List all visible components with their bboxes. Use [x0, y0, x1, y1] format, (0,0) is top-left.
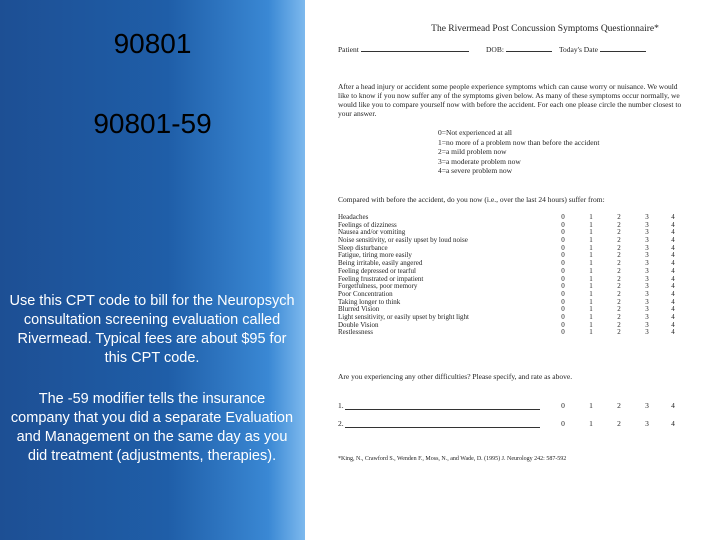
symptom-label: Poor Concentration	[338, 290, 393, 298]
rating-option[interactable]: 0	[561, 328, 565, 337]
rating-option[interactable]: 0	[561, 305, 565, 314]
rating-option[interactable]: 1	[589, 251, 593, 260]
rating-option[interactable]: 3	[645, 305, 649, 314]
rating-option[interactable]: 3	[645, 236, 649, 245]
rating-option[interactable]: 4	[671, 243, 675, 252]
rating-option[interactable]: 2	[617, 289, 621, 298]
symptom-row	[338, 314, 698, 322]
symptom-row	[338, 268, 698, 276]
rating-option[interactable]: 0	[561, 274, 565, 283]
rating-option[interactable]: 2	[617, 251, 621, 260]
rating-option[interactable]: 1	[589, 289, 593, 298]
rating-option[interactable]: 0	[561, 419, 565, 428]
symptom-row	[338, 245, 698, 253]
rating-option[interactable]: 3	[645, 259, 649, 268]
rating-option[interactable]: 0	[561, 297, 565, 306]
other-row-number: 1.	[338, 401, 344, 410]
rating-option[interactable]: 0	[561, 228, 565, 237]
symptom-label: Feeling frustrated or impatient	[338, 275, 424, 283]
date-field	[559, 44, 646, 54]
scale-item: 0=Not experienced at all	[438, 128, 512, 137]
symptom-row	[338, 229, 698, 237]
symptom-row	[338, 291, 698, 299]
rating-option[interactable]: 2	[617, 259, 621, 268]
other-difficulty-row	[338, 419, 698, 429]
scale-item: 3=a moderate problem now	[438, 156, 521, 166]
symptom-row	[338, 276, 698, 284]
rating-option[interactable]: 3	[645, 401, 649, 410]
rating-option[interactable]: 1	[589, 220, 593, 229]
cpt-code: 90801	[113, 28, 192, 59]
date-label: Today's Date	[559, 45, 598, 54]
rating-option[interactable]: 2	[617, 320, 621, 329]
symptom-label: Feeling depressed or tearful	[338, 267, 416, 275]
rating-option[interactable]: 0	[561, 282, 565, 291]
rating-option[interactable]: 1	[589, 274, 593, 283]
rating-option[interactable]: 4	[671, 419, 675, 428]
rating-option[interactable]: 1	[589, 320, 593, 329]
rating-option[interactable]: 4	[671, 289, 675, 298]
symptom-label: Forgetfulness, poor memory	[338, 283, 418, 291]
rating-option[interactable]: 2	[617, 266, 621, 275]
rating-option[interactable]: 4	[671, 320, 675, 329]
rating-option[interactable]: 2	[617, 220, 621, 229]
rating-option[interactable]: 4	[671, 401, 675, 410]
rating-option[interactable]: 4	[671, 328, 675, 337]
symptom-label: Fatigue, tiring more easily	[338, 252, 412, 260]
rating-option[interactable]: 0	[561, 236, 565, 245]
rating-option[interactable]: 1	[589, 401, 593, 410]
patient-line	[361, 44, 469, 52]
other-prompt: Are you experiencing any other difficulties? Please specify, and rate as above.	[338, 372, 573, 381]
rating-option[interactable]: 1	[589, 305, 593, 314]
dob-line	[506, 44, 552, 52]
patient-label: Patient	[338, 45, 359, 54]
symptom-label: Feelings of dizziness	[338, 221, 397, 229]
rating-option[interactable]: 1	[589, 419, 593, 428]
rating-option[interactable]: 2	[617, 213, 621, 221]
other-difficulty-line[interactable]	[345, 409, 540, 410]
rating-option[interactable]: 2	[617, 274, 621, 283]
rating-option[interactable]: 0	[561, 289, 565, 298]
rating-option[interactable]: 2	[617, 243, 621, 252]
rating-option[interactable]: 0	[561, 220, 565, 229]
rating-option[interactable]: 0	[561, 266, 565, 275]
rating-option[interactable]: 3	[645, 220, 649, 229]
rating-option[interactable]: 2	[617, 305, 621, 314]
citation: *King, N., Crawford S., Wenden F., Moss, N., and Wade, D. (1995) J. Neurology 242: 587-592	[338, 456, 567, 462]
rating-option[interactable]: 0	[561, 213, 565, 221]
intro-text: After a head injury or accident some people experience symptoms which can cause worry or nuisance. We would like to know if you now suffer any of the symptoms given below. As many of these symptoms occur normally, we would like you to compare yourself now with before the accident. For each one please circle the number closest to your answer.	[338, 82, 682, 118]
rating-option[interactable]: 2	[617, 401, 621, 410]
symptom-row	[338, 260, 698, 268]
rating-option[interactable]: 4	[671, 282, 675, 291]
symptom-label: Nausea and/or vomiting	[338, 229, 406, 237]
rating-option[interactable]: 2	[617, 312, 621, 321]
rating-option[interactable]: 2	[617, 236, 621, 245]
rating-option[interactable]: 3	[645, 282, 649, 291]
rating-option[interactable]: 3	[645, 320, 649, 329]
dob-label: DOB:	[486, 45, 504, 54]
symptom-label: Being irritable, easily angered	[338, 260, 423, 268]
rating-option[interactable]: 4	[671, 274, 675, 283]
date-line	[600, 44, 646, 52]
rating-option[interactable]: 1	[589, 243, 593, 252]
questionnaire-document	[305, 0, 720, 540]
rating-option[interactable]: 0	[561, 243, 565, 252]
rating-option[interactable]: 3	[645, 213, 649, 221]
rating-option[interactable]: 0	[561, 251, 565, 260]
modifier-note: The -59 modifier tells the insurance company that you did a separate Evaluation and Management on the same day as you did treatment (adjustments, therapies).	[10, 391, 294, 464]
rating-option[interactable]: 0	[561, 401, 565, 410]
rating-option[interactable]: 4	[671, 312, 675, 321]
patient-field	[338, 44, 469, 54]
rating-option[interactable]: 4	[671, 220, 675, 229]
cpt-code-with-modifier: 90801-59	[93, 108, 212, 139]
rating-option[interactable]: 3	[645, 419, 649, 428]
rating-option[interactable]: 2	[617, 282, 621, 291]
billing-note: Use this CPT code to bill for the Neuropsych consultation screening evaluation called Rivermead. Typical fees are about $95 for this CPT code.	[9, 293, 295, 366]
symptom-row	[338, 299, 698, 307]
scale-item: 4=a severe problem now	[438, 166, 512, 176]
rating-option[interactable]: 4	[671, 259, 675, 268]
rating-option[interactable]: 1	[589, 328, 593, 337]
other-difficulty-line[interactable]	[345, 427, 540, 428]
symptom-label: Sleep disturbance	[338, 244, 388, 252]
rating-option[interactable]: 3	[645, 328, 649, 337]
rating-option[interactable]: 3	[645, 228, 649, 237]
symptom-row	[338, 306, 698, 314]
scale-item: 2=a mild problem now	[438, 147, 507, 157]
symptom-row	[338, 283, 698, 291]
symptom-label: Noise sensitivity, or easily upset by loud noise	[338, 237, 468, 245]
rating-option[interactable]: 3	[645, 297, 649, 306]
rating-option[interactable]: 1	[589, 228, 593, 237]
symptom-label: Restlessness	[338, 329, 373, 337]
rating-option[interactable]: 1	[589, 213, 593, 221]
symptom-row	[338, 329, 698, 337]
rating-option[interactable]: 4	[671, 297, 675, 306]
compare-prompt: Compared with before the accident, do you now (i.e., over the last 24 hours) suffer from:	[338, 195, 605, 204]
symptom-row	[338, 322, 698, 330]
rating-option[interactable]: 1	[589, 236, 593, 245]
rating-option[interactable]: 4	[671, 251, 675, 260]
rating-option[interactable]: 0	[561, 259, 565, 268]
left-panel	[0, 0, 305, 540]
rating-option[interactable]: 2	[617, 328, 621, 337]
rating-option[interactable]: 3	[645, 289, 649, 298]
rating-option[interactable]: 1	[589, 312, 593, 321]
symptom-label: Light sensitivity, or easily upset by bright light	[338, 313, 469, 321]
dob-field	[486, 44, 552, 54]
rating-option[interactable]: 0	[561, 312, 565, 321]
symptom-row	[338, 222, 698, 230]
questionnaire-title: The Rivermead Post Concussion Symptoms Questionnaire*	[431, 24, 659, 34]
symptom-label: Taking longer to think	[338, 298, 401, 306]
symptom-row	[338, 237, 698, 245]
rating-option[interactable]: 3	[645, 274, 649, 283]
rating-option[interactable]: 1	[589, 297, 593, 306]
rating-option[interactable]: 0	[561, 320, 565, 329]
rating-option[interactable]: 4	[671, 228, 675, 237]
symptom-row	[338, 214, 698, 222]
rating-option[interactable]: 3	[645, 266, 649, 275]
rating-option[interactable]: 2	[617, 228, 621, 237]
symptom-label: Blurred Vision	[338, 306, 380, 314]
symptom-list	[338, 214, 698, 337]
rating-option[interactable]: 4	[671, 266, 675, 275]
rating-option[interactable]: 2	[617, 419, 621, 428]
rating-option[interactable]: 1	[589, 259, 593, 268]
rating-option[interactable]: 2	[617, 297, 621, 306]
symptom-row	[338, 252, 698, 260]
symptom-label: Headaches	[338, 214, 369, 221]
rating-option[interactable]: 3	[645, 243, 649, 252]
rating-option[interactable]: 3	[645, 312, 649, 321]
other-difficulty-row	[338, 401, 698, 411]
rating-option[interactable]: 1	[589, 266, 593, 275]
rating-option[interactable]: 4	[671, 305, 675, 314]
symptom-label: Double Vision	[338, 321, 379, 329]
other-row-number: 2.	[338, 419, 344, 428]
rating-option[interactable]: 4	[671, 236, 675, 245]
rating-option[interactable]: 4	[671, 213, 675, 221]
rating-option[interactable]: 3	[645, 251, 649, 260]
scale-item: 1=no more of a problem now than before the accident	[438, 137, 600, 147]
rating-scale	[438, 128, 599, 176]
rating-option[interactable]: 1	[589, 282, 593, 291]
